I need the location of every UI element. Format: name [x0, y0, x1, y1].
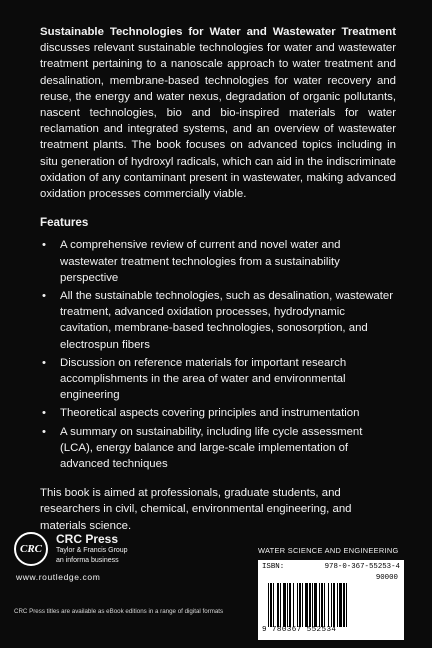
isbn-line — [262, 563, 400, 571]
isbn-label: ISBN: — [262, 563, 285, 571]
barcode-digits: 9 780367 552534 — [262, 626, 337, 634]
features-heading: Features — [40, 216, 89, 230]
isbn-value: 978-0-367-55253-4 — [324, 563, 400, 571]
feature-text: Discussion on reference materials for important research accomplishments in the area of water and environmental engineering — [60, 356, 347, 402]
barcode-icon — [268, 583, 394, 627]
barcode-block — [258, 546, 418, 640]
feature-item — [40, 355, 396, 404]
bullet-icon: • — [42, 407, 46, 420]
publisher-logo-row — [14, 532, 224, 566]
bullet-icon: • — [42, 239, 46, 252]
publisher-name: CRC Press — [56, 532, 119, 546]
bullet-icon: • — [42, 425, 46, 438]
subject-category: WATER SCIENCE AND ENGINEERING — [258, 546, 399, 555]
bullet-icon: • — [42, 356, 46, 369]
price-code: 90000 — [375, 574, 398, 582]
publisher-business: an informa business — [56, 557, 119, 564]
intro-body: discusses relevant sustainable technologies for water and wastewater treatment pertaining to a nanoscale approach to water treatment and desalination, membrane-based technologies for water recovery and reuse, the energy and water nexus, degradation of organic pollutants, nascent technologies, bio and bio-inspired materials for water reclamation and integrated systems, and an overview of wastewater treatment plants. The book focuses on advanced topics including in situ generation of hydroxyl radicals, which can aid in the indiscriminate oxidation of any contaminant present in wastewater, making advanced oxidation processes commercially viable. — [40, 42, 396, 201]
feature-text: Theoretical aspects covering principles and instrumentation — [60, 407, 360, 420]
book-title: Sustainable Technologies for Water and Wastewater Treatment — [40, 26, 396, 38]
ebook-note: CRC Press titles are available as eBook editions in a range of digital formats — [14, 608, 224, 615]
crc-logo-icon: CRC — [14, 532, 48, 566]
publisher-website: www.routledge.com — [16, 572, 101, 582]
feature-item — [40, 424, 396, 473]
publisher-block — [14, 532, 224, 582]
feature-item — [40, 405, 396, 421]
publisher-group: Taylor & Francis Group — [56, 547, 128, 554]
audience-paragraph: This book is aimed at professionals, graduate students, and researchers in civil, chemical, environmental engineering, and materials science. — [40, 487, 352, 532]
barcode-panel — [258, 560, 404, 640]
feature-text: A comprehensive review of current and novel water and wastewater treatment technologies from a sustainability perspective — [60, 239, 341, 284]
bullet-icon: • — [42, 290, 46, 303]
feature-item — [40, 288, 396, 353]
feature-text: A summary on sustainability, including life cycle assessment (LCA), energy balance and large-scale implementation of advanced techniques — [60, 425, 363, 471]
intro-paragraph — [40, 24, 396, 202]
back-cover-text — [40, 24, 396, 534]
features-list — [40, 237, 396, 472]
feature-item — [40, 237, 396, 286]
publisher-text — [56, 532, 128, 566]
feature-text: All the sustainable technologies, such as desalination, wastewater treatment, advanced oxidation processes, hydrodynamic cavitation, membrane-based technologies, sonosorption, and electrospun fibers — [60, 290, 394, 351]
